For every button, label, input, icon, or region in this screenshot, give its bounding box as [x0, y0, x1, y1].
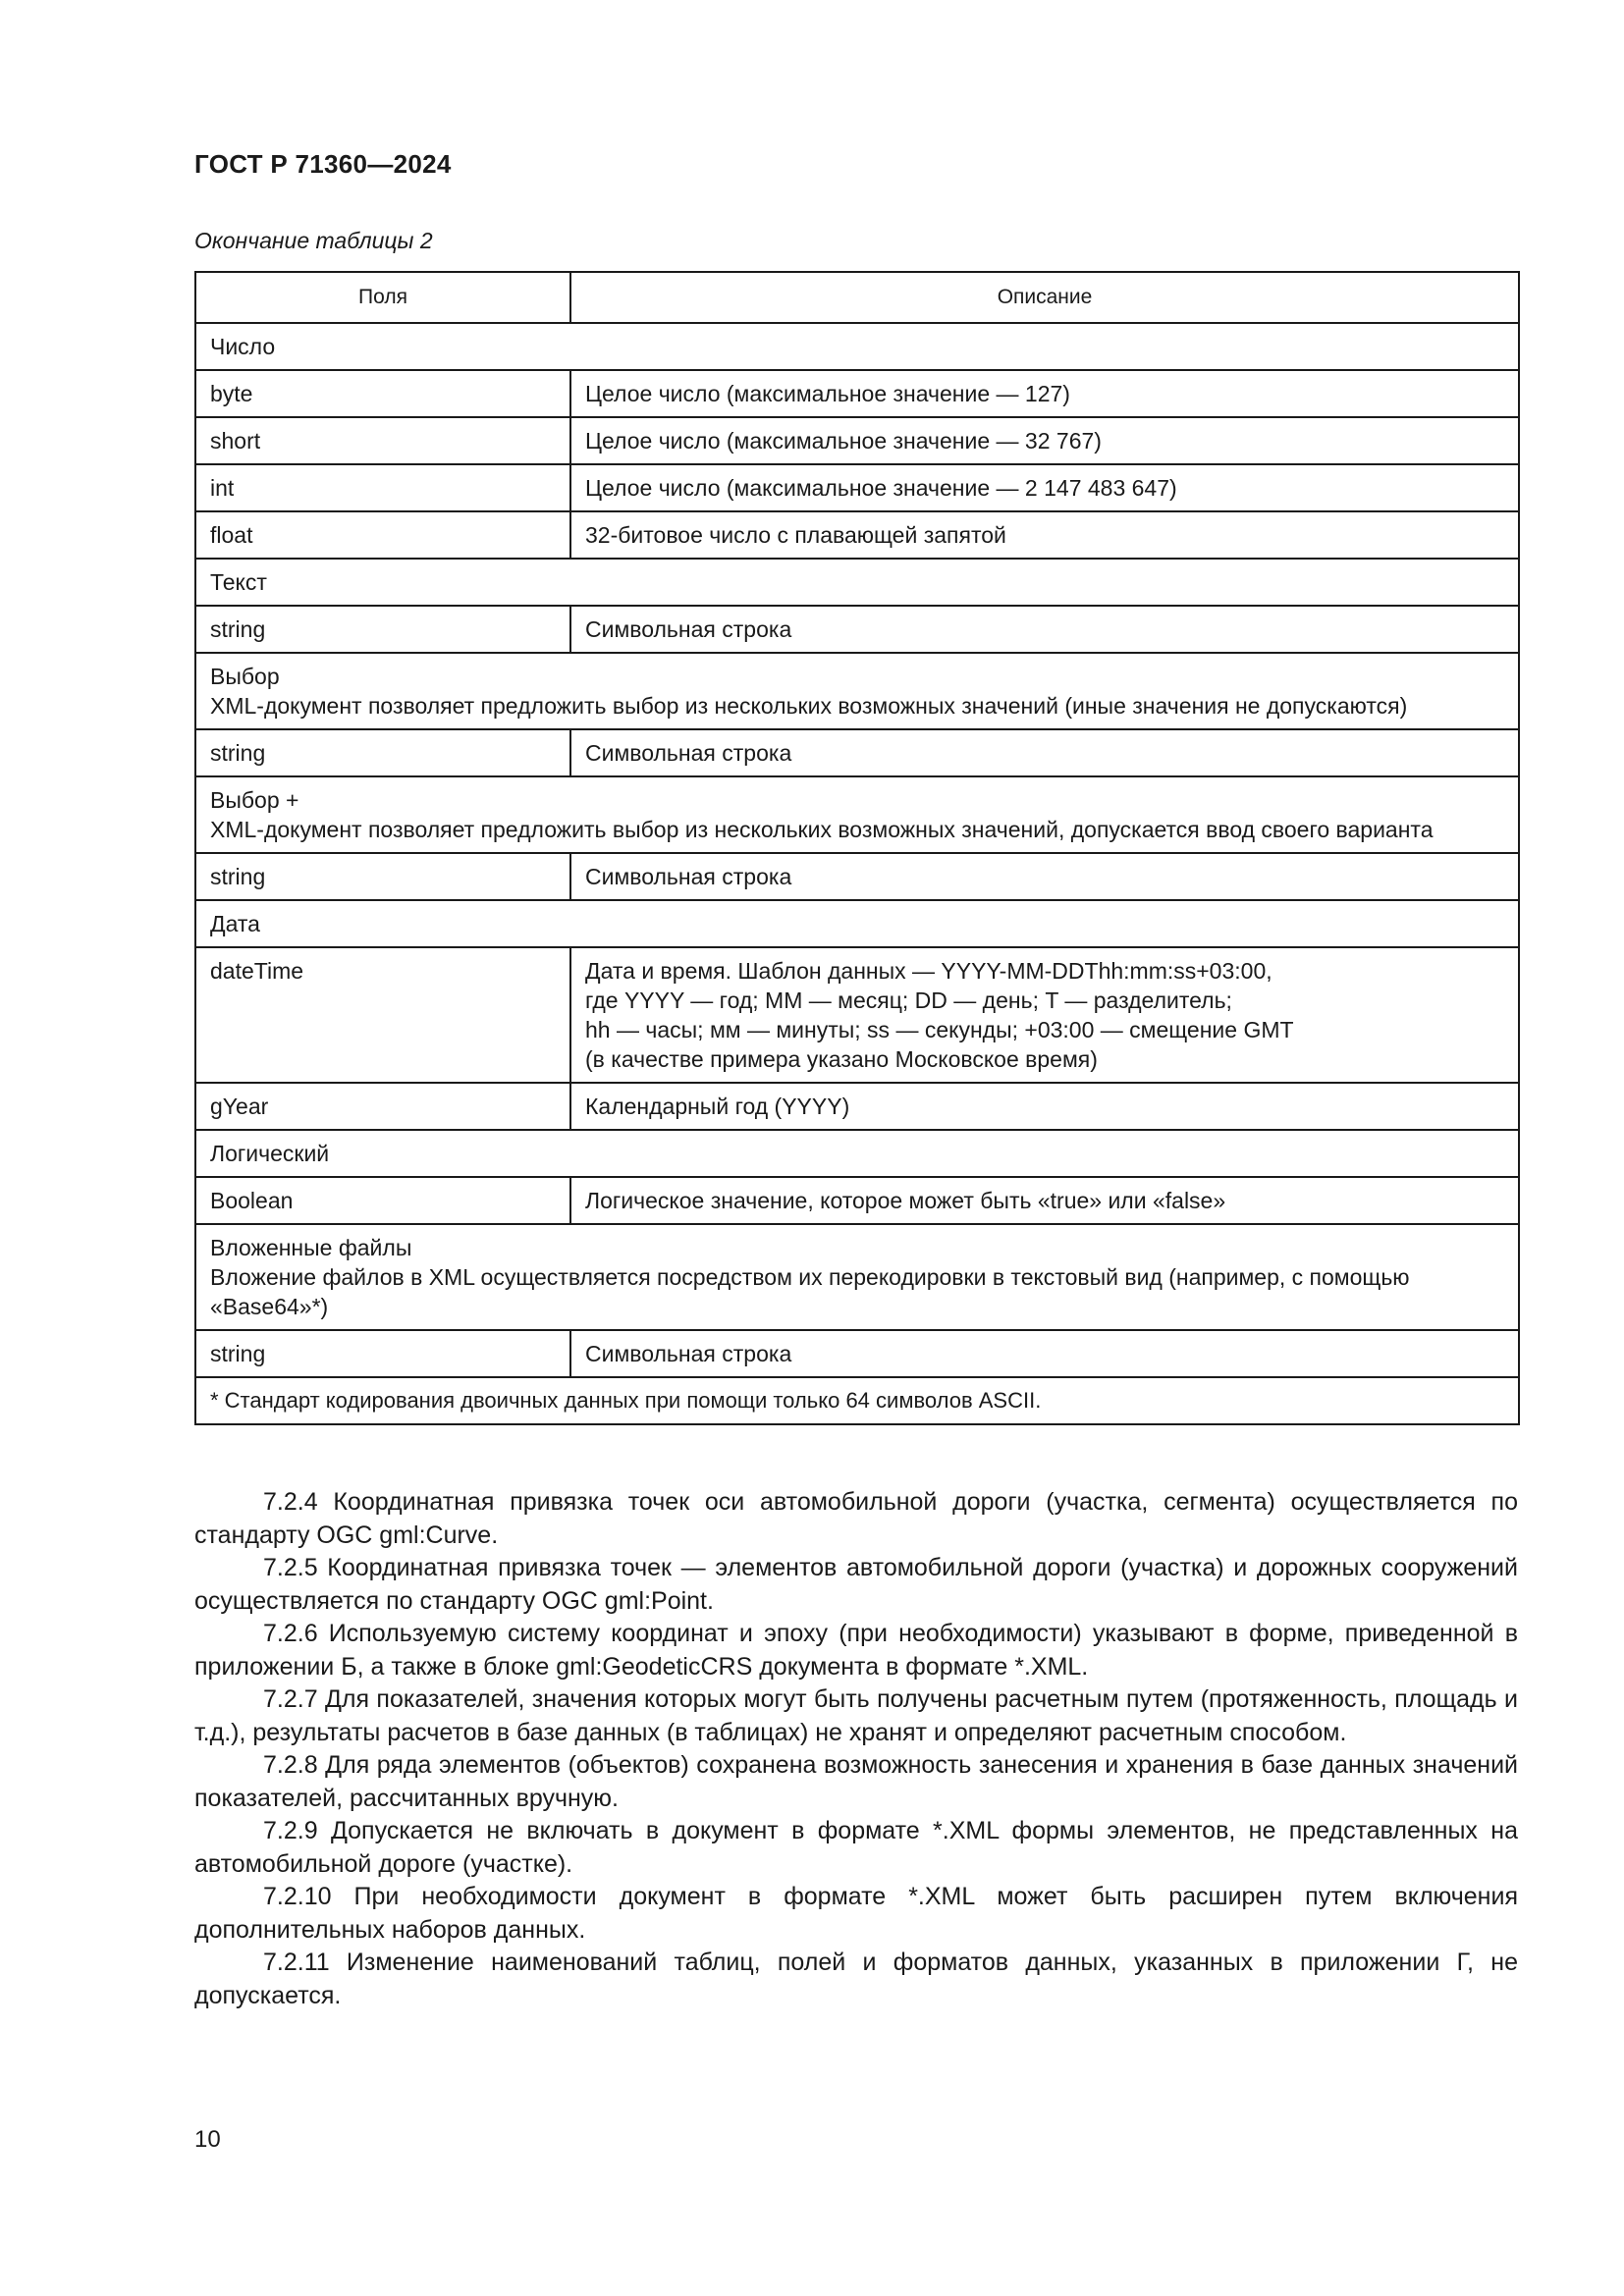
field-name-cell: short: [195, 417, 570, 464]
table-row: [195, 464, 1519, 511]
table-row: [195, 900, 1519, 947]
table-row: [195, 729, 1519, 776]
group-title: Выбор +: [210, 787, 299, 813]
group-note: XML-документ позволяет предложить выбор из нескольких возможных значений (иные значения не допускаются): [210, 693, 1408, 719]
clause-paragraph: 7.2.5 Координатная привязка точек — элементов автомобильной дороги (участка) и дорожных сооружений осуществляется по стандарту OGC gml:Point.: [194, 1554, 1518, 1615]
field-name-cell: int: [195, 464, 570, 511]
table-header-row: [195, 272, 1519, 323]
group-header-cell: [195, 559, 1519, 606]
table-body: [195, 323, 1519, 1424]
description-cell: [570, 464, 1519, 511]
clause-paragraph: 7.2.9 Допускается не включать в документ в формате *.XML формы элементов, не представленных на автомобильной дороге (участке).: [194, 1817, 1518, 1878]
table-row: [195, 417, 1519, 464]
clause-paragraph: 7.2.10 При необходимости документ в формате *.XML может быть расширен путем включения дополнительных наборов данных.: [194, 1883, 1518, 1944]
table-row: [195, 1377, 1519, 1424]
description-line: Символьная строка: [585, 864, 792, 889]
description-line: 32-битовое число с плавающей запятой: [585, 522, 1006, 548]
field-name-cell: byte: [195, 370, 570, 417]
description-cell: [570, 606, 1519, 653]
description-line: Символьная строка: [585, 740, 792, 766]
group-header-cell: [195, 900, 1519, 947]
group-header-cell: [195, 776, 1519, 853]
group-header-cell: [195, 1224, 1519, 1330]
description-line: Целое число (максимальное значение — 127): [585, 381, 1070, 406]
description-line: Символьная строка: [585, 1341, 792, 1366]
table-row: [195, 1177, 1519, 1224]
group-note: Вложение файлов в XML осуществляется посредством их перекодировки в текстовый вид (например, с помощью «Base64»*): [210, 1264, 1410, 1319]
description-line: Логическое значение, которое может быть «true» или «false»: [585, 1188, 1226, 1213]
description-line: Календарный год (YYYY): [585, 1094, 850, 1119]
field-name-cell: dateTime: [195, 947, 570, 1083]
description-line: Целое число (максимальное значение — 2 147 483 647): [585, 475, 1177, 501]
table-caption: Окончание таблицы 2: [194, 228, 433, 253]
clause-paragraph: 7.2.8 Для ряда элементов (объектов) сохранена возможность занесения и хранения в базе данных значений показателей, рассчитанных вручную.: [194, 1751, 1518, 1812]
table-row: [195, 653, 1519, 729]
description-line: где YYYY — год; MM — месяц; DD — день; T — разделитель;: [585, 988, 1232, 1013]
group-title: Текст: [210, 569, 267, 595]
group-header-cell: [195, 323, 1519, 370]
clause-paragraph: 7.2.4 Координатная привязка точек оси автомобильной дороги (участка, сегмента) осуществляется по стандарту OGC gml:Curve.: [194, 1488, 1518, 1549]
table-row: [195, 947, 1519, 1083]
document-code: ГОСТ Р 71360—2024: [194, 149, 452, 179]
group-title: Число: [210, 334, 276, 359]
group-title: Дата: [210, 911, 260, 936]
table-row: [195, 1130, 1519, 1177]
field-name-cell: Boolean: [195, 1177, 570, 1224]
field-name-cell: float: [195, 511, 570, 559]
clause-paragraph: 7.2.6 Используемую систему координат и эпоху (при необходимости) указывают в форме, приведенной в приложении Б, а также в блоке gml:GeodeticCRS документа в формате *.XML.: [194, 1620, 1518, 1681]
description-cell: [570, 417, 1519, 464]
group-header-cell: [195, 653, 1519, 729]
table-row: [195, 1330, 1519, 1377]
table-footnote: [195, 1377, 1519, 1424]
table-row: [195, 323, 1519, 370]
group-title: Выбор: [210, 664, 280, 689]
description-line: Целое число (максимальное значение — 32 767): [585, 428, 1102, 454]
description-cell: [570, 511, 1519, 559]
description-cell: [570, 370, 1519, 417]
field-name-cell: string: [195, 729, 570, 776]
description-line: (в качестве примера указано Московское время): [585, 1046, 1098, 1072]
group-header-cell: [195, 1130, 1519, 1177]
table-row: [195, 1083, 1519, 1130]
description-cell: [570, 1083, 1519, 1130]
field-name-cell: string: [195, 1330, 570, 1377]
table-row: [195, 1224, 1519, 1330]
description-cell: [570, 853, 1519, 900]
field-name-cell: string: [195, 606, 570, 653]
description-line: hh — часы; мм — минуты; ss — секунды; +03:00 — смещение GMT: [585, 1017, 1294, 1042]
clause-paragraph: 7.2.11 Изменение наименований таблиц, полей и форматов данных, указанных в приложении Г, не допускается.: [194, 1949, 1518, 2009]
group-note: XML-документ позволяет предложить выбор из нескольких возможных значений, допускается ввод своего варианта: [210, 817, 1434, 842]
description-line: Дата и время. Шаблон данных — YYYY-MM-DDThh:mm:ss+03:00,: [585, 958, 1272, 984]
data-types-table: [194, 271, 1520, 1425]
footnote-text: * Стандарт кодирования двоичных данных при помощи только 64 символов ASCII.: [210, 1388, 1042, 1413]
body-text: [194, 1486, 1518, 2012]
field-name-cell: gYear: [195, 1083, 570, 1130]
description-cell: [570, 1330, 1519, 1377]
description-cell: [570, 947, 1519, 1083]
column-header-description: Описание: [570, 272, 1519, 323]
column-header-fields: Поля: [195, 272, 570, 323]
table-row: [195, 511, 1519, 559]
field-name-cell: string: [195, 853, 570, 900]
table-row: [195, 370, 1519, 417]
table-row: [195, 606, 1519, 653]
description-cell: [570, 729, 1519, 776]
page-number: 10: [194, 2126, 221, 2153]
description-cell: [570, 1177, 1519, 1224]
description-line: Символьная строка: [585, 616, 792, 642]
clause-paragraph: 7.2.7 Для показателей, значения которых могут быть получены расчетным путем (протяженность, площадь и т.д.), результаты расчетов в базе данных (в таблицах) не хранят и определяют расчетным способом.: [194, 1685, 1518, 1746]
group-title: Логический: [210, 1141, 330, 1166]
table-row: [195, 853, 1519, 900]
group-title: Вложенные файлы: [210, 1235, 412, 1260]
table-row: [195, 776, 1519, 853]
table-row: [195, 559, 1519, 606]
